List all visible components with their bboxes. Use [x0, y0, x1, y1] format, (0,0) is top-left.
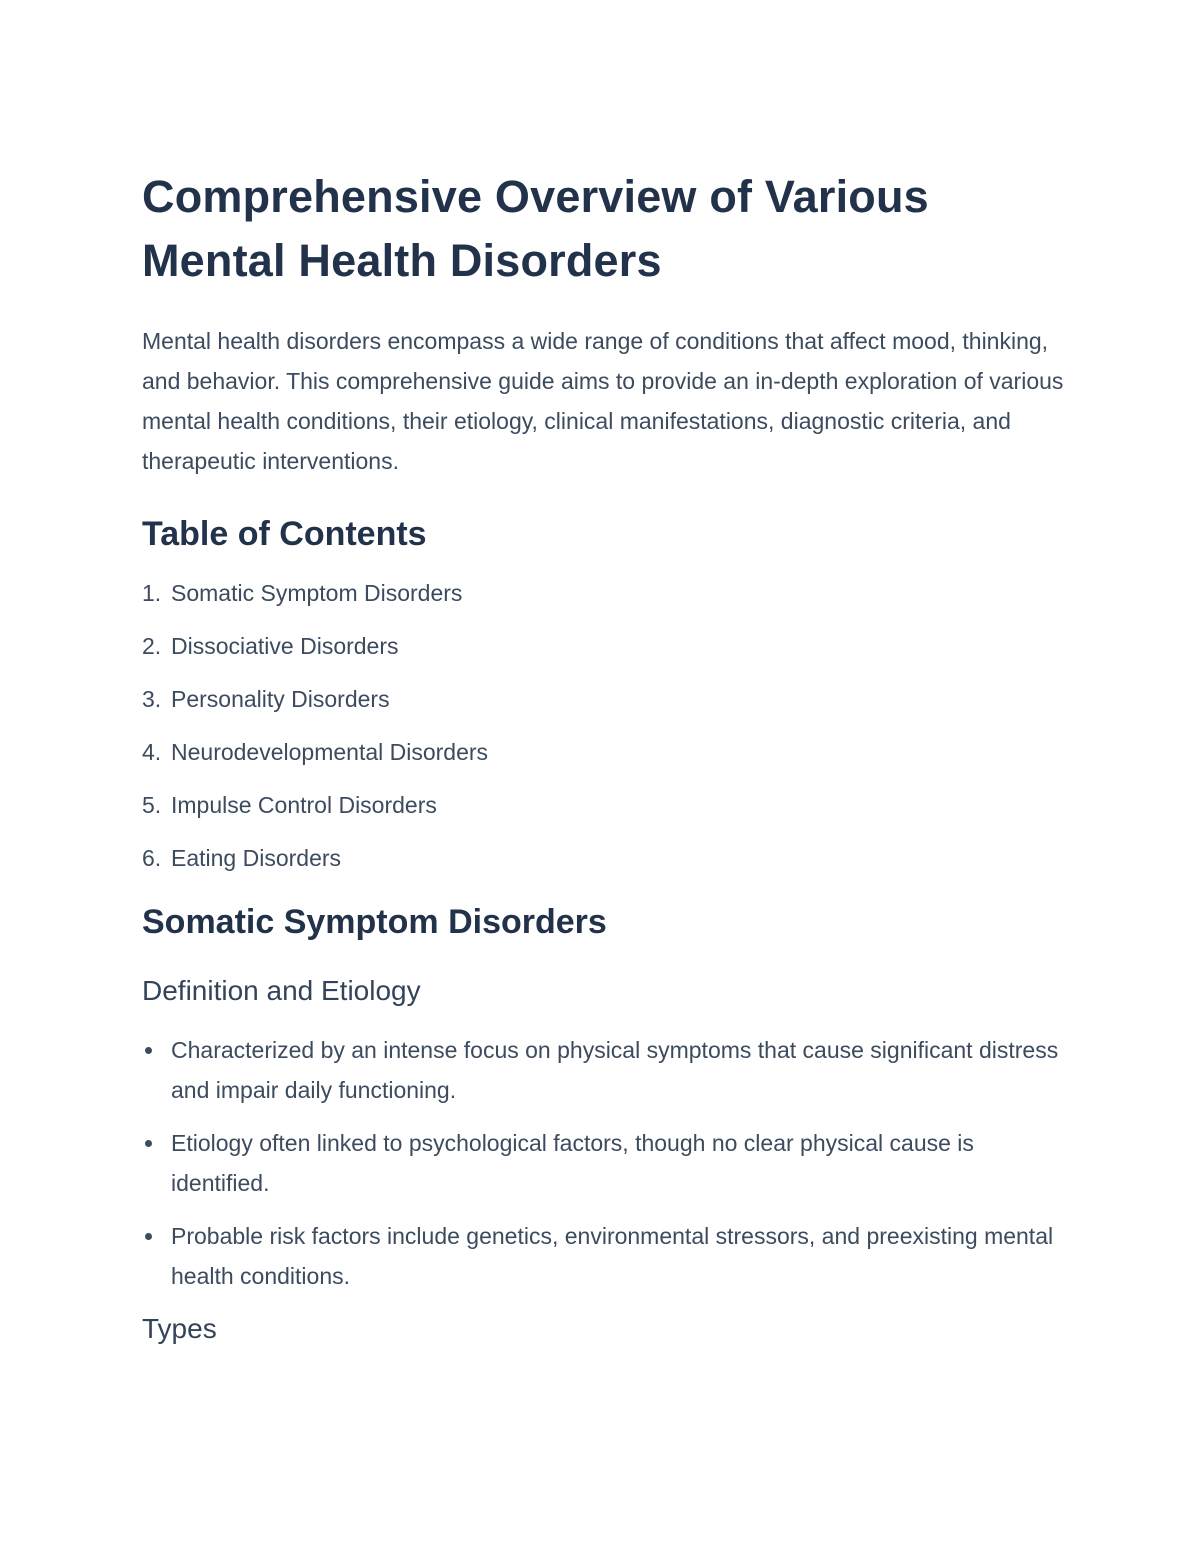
bullet-item — [142, 1216, 1071, 1296]
document-page — [142, 165, 1072, 1349]
toc-item-label: Eating Disorders — [171, 845, 342, 871]
document-title-line-2: Mental Health Disorders — [142, 235, 662, 286]
bullet-dot-icon — [145, 1047, 152, 1054]
document-title — [142, 165, 1072, 293]
subsection-heading-types: Types — [142, 1313, 217, 1344]
toc-item-number: 1. — [142, 580, 162, 606]
toc-item-number: 6. — [142, 845, 162, 871]
toc-heading: Table of Contents — [142, 515, 427, 553]
bullet-item — [142, 1030, 1071, 1110]
toc-item-number: 2. — [142, 633, 162, 659]
toc-item-label: Somatic Symptom Disorders — [171, 580, 463, 606]
section-heading-somatic: Somatic Symptom Disorders — [142, 903, 607, 941]
bullet-text: Characterized by an intense focus on physical symptoms that cause significant distress and impair daily functioning. — [171, 1037, 1059, 1103]
bullet-item — [142, 1123, 1071, 1203]
toc-item-label: Dissociative Disorders — [171, 633, 399, 659]
toc-item-number: 5. — [142, 792, 162, 818]
toc-item — [142, 737, 1072, 790]
definition-bullet-list — [142, 1030, 1072, 1296]
toc-item-label: Personality Disorders — [171, 686, 390, 712]
bullet-text: Etiology often linked to psychological factors, though no clear physical cause is identified. — [171, 1130, 974, 1196]
table-of-contents — [142, 578, 1072, 896]
toc-item-number: 4. — [142, 739, 162, 765]
toc-item — [142, 843, 1072, 896]
bullet-dot-icon — [145, 1233, 152, 1240]
toc-item — [142, 790, 1072, 843]
intro-paragraph: Mental health disorders encompass a wide range of conditions that affect mood, thinking, and behavior. This comprehensive guide aims to provide an in-depth exploration of various mental health conditions, their etiology, clinical manifestations, diagnostic criteria, and therapeutic interventions. — [142, 328, 1064, 474]
toc-item — [142, 578, 1072, 631]
document-title-line-1: Comprehensive Overview of Various — [142, 171, 929, 222]
subsection-heading-definition: Definition and Etiology — [142, 975, 421, 1006]
toc-item-number: 3. — [142, 686, 162, 712]
toc-item — [142, 684, 1072, 737]
bullet-dot-icon — [145, 1140, 152, 1147]
bullet-text: Probable risk factors include genetics, environmental stressors, and preexisting mental health conditions. — [171, 1223, 1054, 1289]
toc-item-label: Neurodevelopmental Disorders — [171, 739, 489, 765]
toc-item — [142, 631, 1072, 684]
toc-item-label: Impulse Control Disorders — [171, 792, 437, 818]
